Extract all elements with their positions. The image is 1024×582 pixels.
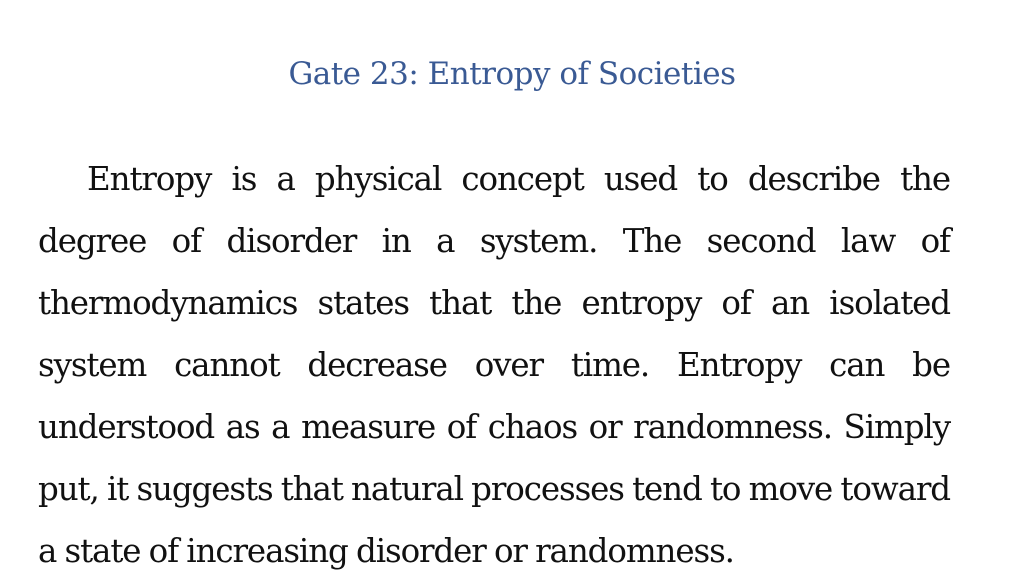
body-paragraph: Entropy is a physical concept used to describe the degree of disorder in a system. The second law of thermodynamics states that the entropy of an isolated system cannot decrease over time. Entropy can be understood as a measure of chaos or randomness. Simply put, it suggests that natural processes tend to move toward a state of increasing disorder or randomness. xyxy=(38,160,950,570)
section-title: Gate 23: Entropy of Societies xyxy=(288,56,736,92)
